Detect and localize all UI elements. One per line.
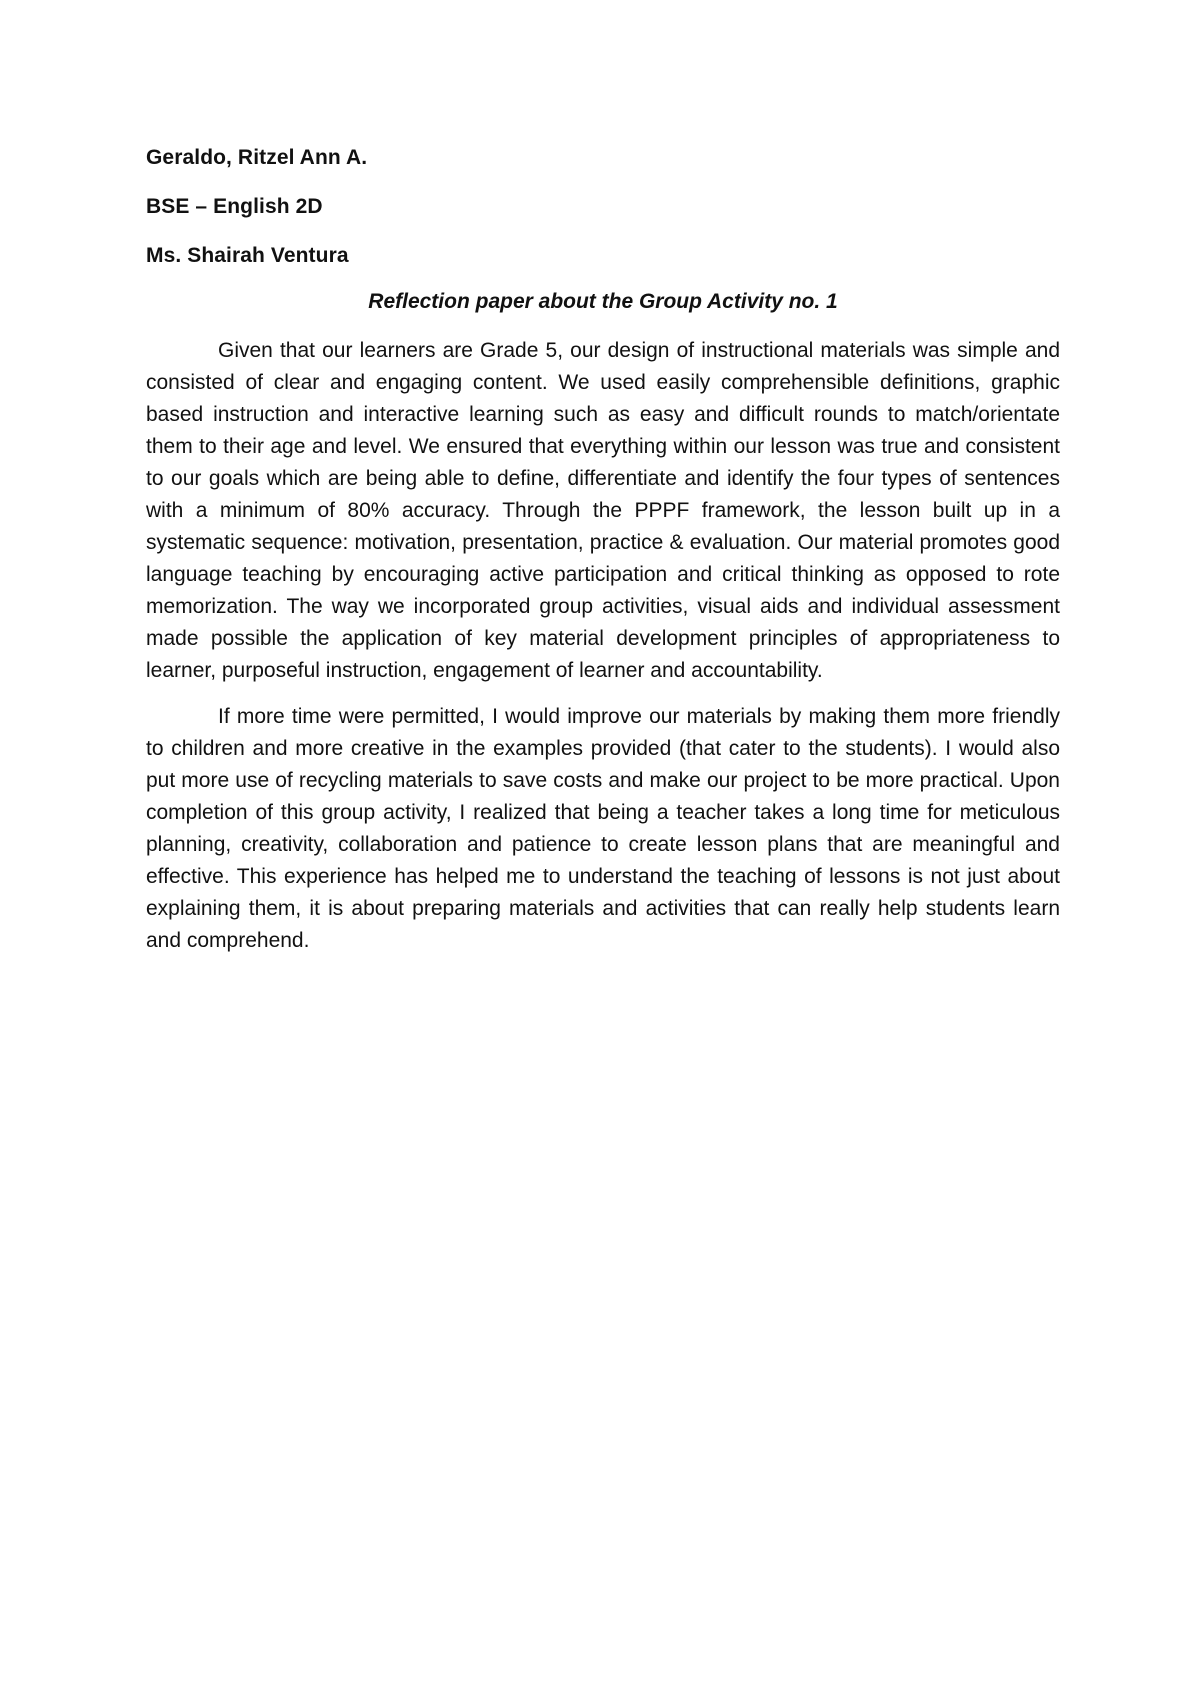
document-page [146,145,1060,971]
body-paragraph-2: If more time were permitted, I would improve our materials by making them more friendly to children and more creative in the examples provided (that cater to the students). I would also put more use of recycling materials to save costs and make our project to be more practical. Upon completion of this group activity, I realized that being a teacher takes a long time for meticulous planning, creativity, collaboration and patience to create lesson plans that are meaningful and effective. This experience has helped me to understand the teaching of lessons is not just about explaining them, it is about preparing materials and activities that can really help students learn and comprehend. [146,705,1060,952]
course-section: BSE – English 2D [146,195,323,218]
document-title: Reflection paper about the Group Activity no. 1 [368,290,838,313]
body-paragraph-1: Given that our learners are Grade 5, our design of instructional materials was simple and consisted of clear and engaging content. We used easily comprehensible definitions, graphic based instruction and interactive learning such as easy and difficult rounds to match/orientate them to their age and level. We ensured that everything within our lesson was true and consistent to our goals which are being able to define, differentiate and identify the four types of sentences with a minimum of 80% accuracy. Through the PPPF framework, the lesson built up in a systematic sequence: motivation, presentation, practice & evaluation. Our material promotes good language teaching by encouraging active participation and critical thinking as opposed to rote memorization. The way we incorporated group activities, visual aids and individual assessment made possible the application of key material development principles of appropriateness to learner, purposeful instruction, engagement of learner and accountability. [146,339,1060,682]
instructor-name: Ms. Shairah Ventura [146,244,349,267]
student-name: Geraldo, Ritzel Ann A. [146,146,368,169]
